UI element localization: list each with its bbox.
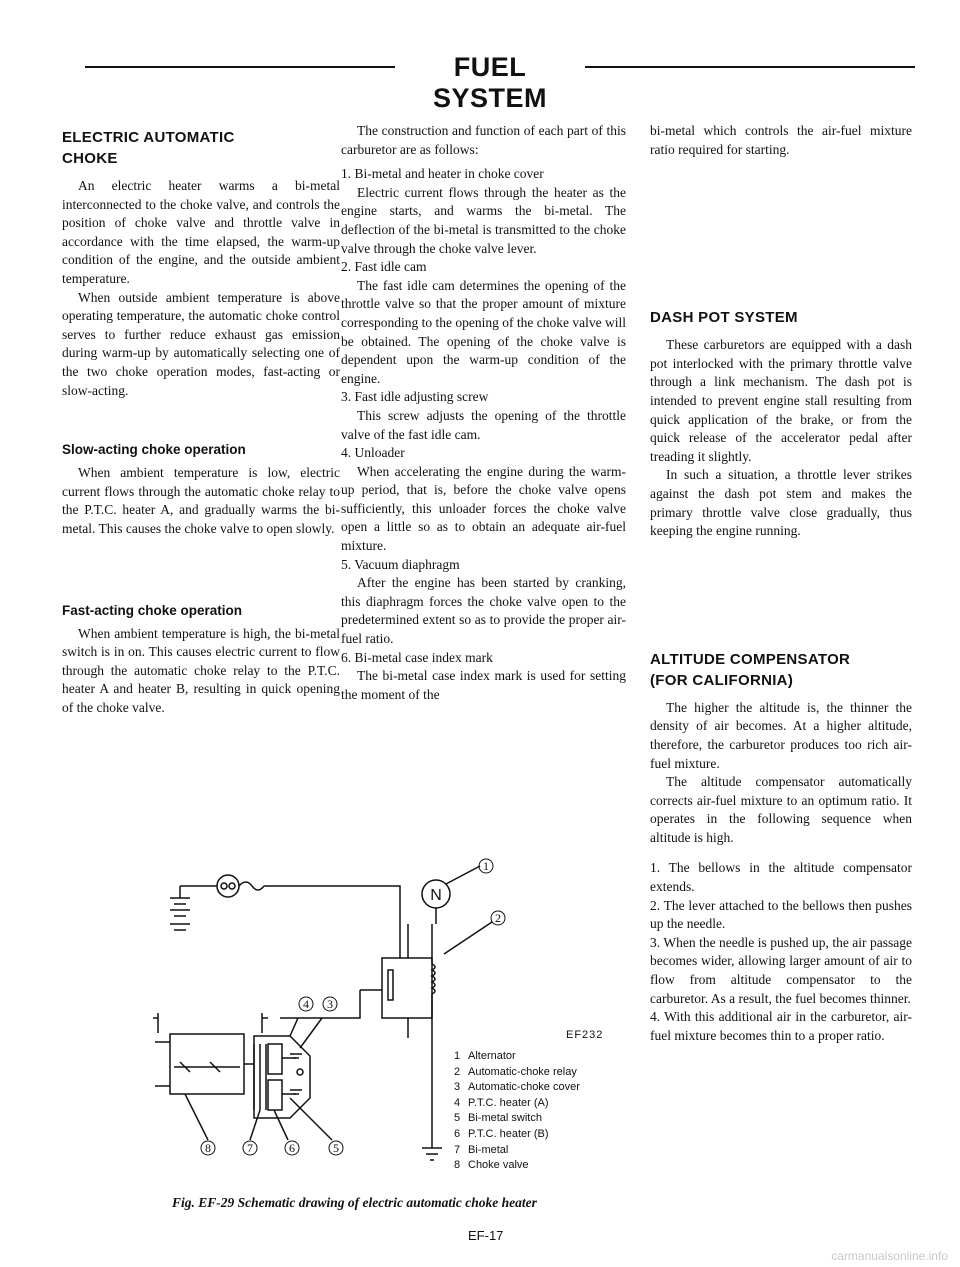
paragraph: An electric heater warms a bi-metal interconnected to the choke valve, and controls the position of choke valve and throttle valve in accordance with the time elapsed, the warm-up condition of the engine, and the outside ambient temperature. [62, 178, 340, 286]
leader-line [250, 1110, 260, 1140]
wire [282, 1058, 296, 1094]
watermark: carmanualsonline.info [831, 1249, 948, 1263]
bimetal-lines [254, 1044, 266, 1110]
ptc-heater-b [268, 1080, 282, 1110]
subheading-slow-acting: Slow-acting choke operation [62, 442, 246, 458]
header-rule-left [85, 66, 395, 68]
paragraph: These carburetors are equipped with a dash pot interlocked with the primary throttle valve through a link mechanism. The dash pot is intended to prevent engine stall resulting from quick application of the brake, or from the quick release of the accelerator pedal after treading it slightly. [650, 337, 912, 464]
legend-item: 8 Choke valve [454, 1159, 529, 1172]
ptc-heater-a [268, 1044, 282, 1074]
marker-2: 2 [495, 911, 501, 925]
marker-6: 6 [289, 1141, 295, 1155]
list-item-head: 6. Bi-metal case index mark [341, 649, 493, 665]
paragraph: The altitude compensator automatically corrects air-fuel mixture to an optimum ratio. It operates in the following sequence when altitude is high. [650, 774, 912, 845]
marker-4: 4 [303, 997, 309, 1011]
list-item: 1. The bellows in the altitude compensator extends. [650, 860, 912, 895]
relay-contact [388, 970, 393, 1000]
marker-3: 3 [327, 997, 333, 1011]
bimetal-switch [297, 1069, 303, 1075]
header-rule-right [585, 66, 915, 68]
wire [264, 886, 400, 918]
subheading-fast-acting: Fast-acting choke operation [62, 602, 243, 618]
list-item: 4. With this additional air in the carburetor, air-fuel mixture becomes thin to a proper ratio. [650, 1009, 912, 1043]
marker-5: 5 [333, 1141, 339, 1155]
list-item-body: When accelerating the engine during the warm-up period, that is, before the choke valve opens sufficiently, this unloader forces the choke valve open a little so as to obtain an adequate air-fuel mixture. [341, 463, 626, 554]
choke-outline [158, 1013, 262, 1033]
paragraph: When ambient temperature is high, the bi-metal switch is in on. This causes electric current to flow through the automatic choke relay to the P.T.C. heater A and heater B, resulting in quick opening of the choke valve. [62, 625, 340, 715]
figure-caption: Fig. EF-29 Schematic drawing of electric automatic choke heater [172, 1195, 537, 1210]
leader-line [290, 1098, 332, 1140]
legend-item: 2 Automatic-choke relay [454, 1065, 577, 1078]
column-2 [341, 122, 626, 704]
list-item-body: After the engine has been started by cranking, this diaphragm forces the choke valve open to the predetermined extent so as to provide the proper air-fuel ratio. [341, 575, 626, 647]
relay-box [382, 958, 432, 1018]
list-item-head: 5. Vacuum diaphragm [341, 556, 460, 572]
legend-item: 6 P.T.C. heater (B) [454, 1127, 549, 1140]
legend-item: 7 Bi-metal [454, 1143, 509, 1156]
paragraph: In such a situation, a throttle lever strikes against the dash pot stem and makes the primary throttle valve close gradually, thus keeping the engine running. [650, 467, 912, 539]
battery-symbol [170, 898, 190, 930]
ground-symbol [290, 1054, 302, 1094]
leader-line [185, 1094, 208, 1140]
figure-legend [454, 1049, 580, 1174]
list-item-body: The bi-metal case index mark is used for setting the moment of the [341, 668, 626, 702]
list-item-head: 3. Fast idle adjusting screw [341, 389, 489, 405]
list-item-body: The fast idle cam determines the opening of the throttle valve so that the proper amount of mixture corresponding to the opening of the choke valve will be obtained. The opening of the choke valve is dependent upon the warm-up condition of the engine. [341, 277, 626, 386]
page-number: EF-17 [468, 1228, 504, 1243]
heading-dash-pot-system: DASH POT SYSTEM [650, 309, 798, 327]
list-item: 3. When the needle is pushed up, the air passage becomes wider, allowing larger amount of air to flow from altitude compensator to the carburetor. As a result, the fuel becomes thinner. [650, 934, 912, 1006]
leader-line [300, 1018, 322, 1048]
paragraph: The construction and function of each part of this carburetor are as follows: [341, 123, 626, 157]
leader-line [446, 866, 480, 884]
column-1 [62, 127, 340, 717]
leader-line [290, 1018, 298, 1036]
heading-altitude-compensator: ALTITUDE COMPENSATOR (FOR CALIFORNIA) [650, 650, 851, 689]
paragraph-continued: bi-metal which controls the air-fuel mixture ratio required for starting. [650, 123, 912, 157]
list-item: 2. The lever attached to the bellows then pushes up the needle. [650, 897, 912, 932]
paragraph: When ambient temperature is low, electric current flows through the automatic choke relay to the P.T.C. heater A, and gradually warms the bi-metal. This causes the choke valve to open slowly. [62, 465, 340, 536]
leader-line [444, 922, 492, 954]
paragraph: When outside ambient temperature is above operating temperature, the automatic choke control serves to further reduce exhaust gas emission during warm-up by automatically selecting one of the two choke operation modes, fast-acting or slow-acting. [62, 289, 340, 398]
figure-ref-code: EF232 [566, 1029, 604, 1041]
heading-electric-automatic-choke: ELECTRIC AUTOMATIC CHOKE [62, 129, 235, 167]
legend-item: 1 Alternator [454, 1050, 516, 1062]
wire [239, 882, 264, 890]
column-3 [650, 122, 912, 1045]
wire [280, 990, 360, 1018]
marker-8: 8 [205, 1141, 211, 1155]
relay-letter: N [430, 887, 442, 904]
list-item-head: 2. Fast idle cam [341, 259, 427, 275]
marker-1: 1 [483, 859, 489, 873]
section-title: FUEL SYSTEM [432, 52, 548, 113]
paragraph: The higher the altitude is, the thinner the density of air becomes. At a higher altitude, therefore, the carburetor produces too rich air-fuel mixture. [650, 699, 912, 771]
list-item-head: 4. Unloader [341, 445, 405, 461]
wire [400, 918, 408, 1038]
list-item-body: This screw adjusts the opening of the throttle valve of the fast idle cam. [341, 407, 626, 442]
ground-symbol [422, 1148, 442, 1160]
legend-item: 3 Automatic-choke cover [454, 1081, 580, 1094]
list-item-body: Electric current flows through the heater as the engine starts, and warms the bi-metal. The deflection of the bi-metal is transmitted to the choke valve through the choke valve lever. [341, 184, 626, 256]
list-item-head: 1. Bi-metal and heater in choke cover [341, 166, 544, 182]
legend-item: 5 Bi-metal switch [454, 1112, 542, 1125]
legend-item: 4 P.T.C. heater (A) [454, 1096, 549, 1109]
marker-7: 7 [247, 1141, 253, 1155]
leader-line [274, 1110, 288, 1140]
